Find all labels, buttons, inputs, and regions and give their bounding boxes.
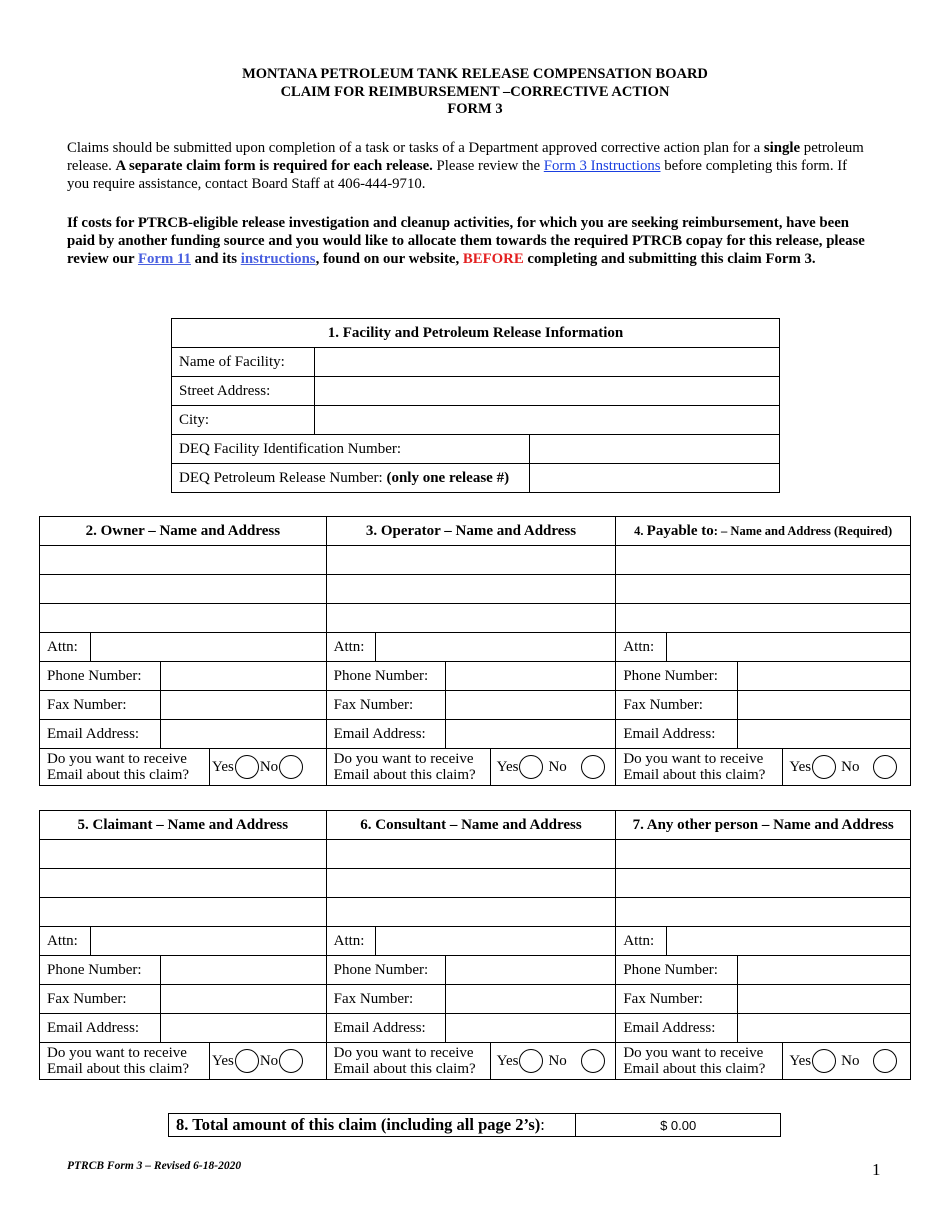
payable-email-row <box>616 720 911 749</box>
yes-label: Yes <box>496 758 519 775</box>
operator-email-consent-row <box>326 749 616 786</box>
consultant-email-consent-row <box>326 1043 616 1080</box>
fax-label: Fax Number: <box>616 985 738 1013</box>
question-line: Do you want to receive <box>623 751 764 767</box>
consultant-phone-input[interactable] <box>445 956 615 984</box>
attn-label: Attn: <box>327 927 376 955</box>
consultant-phone-row <box>326 956 616 985</box>
copay-notice <box>67 214 867 268</box>
operator-fax-row <box>326 691 616 720</box>
payable-header <box>616 517 911 546</box>
consultant-header: 6. Consultant – Name and Address <box>326 811 616 840</box>
no-label: No <box>548 758 567 775</box>
owner-address-line[interactable] <box>40 604 327 633</box>
yes-label: Yes <box>212 1052 234 1069</box>
phone-label: Phone Number: <box>616 956 738 984</box>
owner-fax-row <box>40 691 327 720</box>
other-address-line[interactable] <box>616 898 911 927</box>
consultant-fax-input[interactable] <box>445 985 615 1013</box>
phone-label: Phone Number: <box>327 662 446 690</box>
owner-fax-input[interactable] <box>161 691 326 719</box>
other-fax-row <box>616 985 911 1014</box>
fax-label: Fax Number: <box>327 985 446 1013</box>
question-line: Do you want to receive <box>47 1045 187 1061</box>
consultant-address-line[interactable] <box>326 840 616 869</box>
operator-no-radio[interactable] <box>581 755 605 779</box>
page-number: 1 <box>872 1160 881 1179</box>
consultant-email-input[interactable] <box>445 1014 615 1042</box>
attn-label: Attn: <box>616 633 667 661</box>
no-label: No <box>841 758 860 775</box>
form11-instructions-link[interactable]: instructions <box>240 251 316 267</box>
payable-address-line[interactable] <box>616 604 911 633</box>
payable-num: 4. <box>634 523 647 538</box>
payable-email-input[interactable] <box>738 720 910 748</box>
email-label: Email Address: <box>327 1014 446 1042</box>
operator-address-line[interactable] <box>326 604 616 633</box>
title-line-2: CLAIM FOR REIMBURSEMENT –CORRECTIVE ACTION <box>280 83 670 100</box>
email-label: Email Address: <box>40 720 161 748</box>
operator-phone-row <box>326 662 616 691</box>
intro-text: Claims should be submitted upon completion of a task or tasks of a Department approved corrective action plan for a <box>67 140 764 156</box>
email-label: Email Address: <box>616 720 738 748</box>
facility-table <box>171 318 780 493</box>
question-line: Email about this claim? <box>623 1061 766 1077</box>
payable-phone-row <box>616 662 911 691</box>
consultant-attn-input[interactable] <box>375 927 615 955</box>
payable-phone-input[interactable] <box>738 662 910 690</box>
yes-label: Yes <box>789 758 812 775</box>
payable-fax-input[interactable] <box>738 691 910 719</box>
consultant-email-row <box>326 1014 616 1043</box>
deq-release-number-input[interactable] <box>530 464 780 493</box>
phone-label: Phone Number: <box>616 662 738 690</box>
other-email-row <box>616 1014 911 1043</box>
notice-text: , found on our website, <box>315 251 463 267</box>
consultant-yes-radio[interactable] <box>519 1049 543 1073</box>
other-attn-row <box>616 927 911 956</box>
form11-link[interactable]: Form 11 <box>137 251 191 267</box>
operator-address-line[interactable] <box>326 575 616 604</box>
form-revision-footer: PTRCB Form 3 – Revised 6-18-2020 <box>67 1160 242 1172</box>
claimant-no-radio[interactable] <box>279 1049 303 1073</box>
intro-bold-separate: A separate claim form is required for each release. <box>115 158 433 174</box>
intro-bold-single: single <box>763 140 801 156</box>
street-address-label: Street Address: <box>172 377 315 406</box>
facility-name-label: Name of Facility: <box>172 348 315 377</box>
email-label: Email Address: <box>616 1014 738 1042</box>
payable-address-line[interactable] <box>616 575 911 604</box>
fax-label: Fax Number: <box>327 691 446 719</box>
consultant-address-line[interactable] <box>326 898 616 927</box>
other-yes-radio[interactable] <box>812 1049 836 1073</box>
claimant-phone-input[interactable] <box>161 956 326 984</box>
email-label: Email Address: <box>327 720 446 748</box>
phone-label: Phone Number: <box>40 956 161 984</box>
owner-phone-row <box>40 662 327 691</box>
owner-address-line[interactable] <box>40 575 327 604</box>
payable-yes-radio[interactable] <box>812 755 836 779</box>
owner-email-row <box>40 720 327 749</box>
question-line: Do you want to receive <box>47 751 187 767</box>
email-consent-question <box>327 749 491 785</box>
attn-label: Attn: <box>40 633 91 661</box>
claimant-phone-row <box>40 956 327 985</box>
owner-attn-row <box>40 633 327 662</box>
attn-label: Attn: <box>616 927 667 955</box>
fax-label: Fax Number: <box>40 985 161 1013</box>
release-label-text: DEQ Petroleum Release Number: <box>179 469 387 486</box>
operator-attn-input[interactable] <box>375 633 615 661</box>
operator-attn-row <box>326 633 616 662</box>
no-label: No <box>259 758 279 775</box>
email-consent-question <box>616 1043 783 1079</box>
claimant-consultant-other-table <box>39 810 911 1080</box>
payable-email-consent-row <box>616 749 911 786</box>
email-label: Email Address: <box>40 1014 161 1042</box>
notice-text: completing and submitting this claim Form 3. <box>523 251 816 267</box>
payable-fax-row <box>616 691 911 720</box>
yes-label: Yes <box>496 1052 519 1069</box>
deq-facility-id-input[interactable] <box>530 435 780 464</box>
payable-no-radio[interactable] <box>873 755 897 779</box>
other-address-line[interactable] <box>616 840 911 869</box>
form3-instructions-link[interactable]: Form 3 Instructions <box>543 158 661 174</box>
payable-attn-input[interactable] <box>667 633 910 661</box>
question-line: Do you want to receive <box>333 1045 474 1061</box>
attn-label: Attn: <box>327 633 376 661</box>
city-input[interactable] <box>314 406 779 435</box>
facility-section-title: 1. Facility and Petroleum Release Information <box>172 319 780 348</box>
email-consent-question <box>616 749 783 785</box>
facility-name-input[interactable] <box>314 348 779 377</box>
yes-label: Yes <box>789 1052 812 1069</box>
operator-header: 3. Operator – Name and Address <box>326 517 616 546</box>
other-no-radio[interactable] <box>873 1049 897 1073</box>
phone-label: Phone Number: <box>40 662 161 690</box>
intro-text: Please review the <box>432 158 544 174</box>
claimant-header: 5. Claimant – Name and Address <box>40 811 327 840</box>
other-attn-input[interactable] <box>667 927 910 955</box>
owner-phone-input[interactable] <box>161 662 326 690</box>
fax-label: Fax Number: <box>616 691 738 719</box>
other-person-header: 7. Any other person – Name and Address <box>616 811 911 840</box>
title-line-3: FORM 3 <box>447 101 503 117</box>
owner-yes-radio[interactable] <box>235 755 259 779</box>
fax-label: Fax Number: <box>40 691 161 719</box>
claimant-address-line[interactable] <box>40 869 327 898</box>
operator-email-row <box>326 720 616 749</box>
question-line: Email about this claim? <box>47 767 190 783</box>
no-label: No <box>548 1052 567 1069</box>
owner-email-consent-row <box>40 749 327 786</box>
intro-paragraph <box>67 139 867 193</box>
intro-text: before completing this form. If you require assistance, contact Board Staff at 406-444-9710. <box>67 158 848 192</box>
question-line: Email about this claim? <box>333 1061 476 1077</box>
deq-facility-id-label: DEQ Facility Identification Number: <box>172 435 530 464</box>
email-consent-question <box>40 1043 210 1079</box>
consultant-fax-row <box>326 985 616 1014</box>
no-label: No <box>259 1052 279 1069</box>
owner-operator-payable-table <box>39 516 911 786</box>
claimant-attn-input[interactable] <box>91 927 326 955</box>
operator-address-line[interactable] <box>326 546 616 575</box>
release-label-bold: (only one release #) <box>386 469 510 486</box>
before-warning: BEFORE <box>462 251 524 267</box>
intro-text: petroleum release. <box>67 140 864 174</box>
claimant-fax-row <box>40 985 327 1014</box>
other-fax-input[interactable] <box>738 985 910 1013</box>
claimant-attn-row <box>40 927 327 956</box>
question-line: Email about this claim? <box>333 767 476 783</box>
payable-rest: : – Name and Address (Required) <box>713 523 893 538</box>
claimant-email-row <box>40 1014 327 1043</box>
total-label-text: 8. Total amount of this claim (including all page 2’s) <box>176 1115 541 1134</box>
other-email-consent-row <box>616 1043 911 1080</box>
yes-label: Yes <box>212 758 234 775</box>
other-email-input[interactable] <box>738 1014 910 1042</box>
total-colon: : <box>540 1115 545 1134</box>
operator-yes-radio[interactable] <box>519 755 543 779</box>
claimant-email-consent-row <box>40 1043 327 1080</box>
question-line: Email about this claim? <box>47 1061 190 1077</box>
operator-phone-input[interactable] <box>445 662 615 690</box>
city-label: City: <box>172 406 315 435</box>
claimant-yes-radio[interactable] <box>235 1049 259 1073</box>
phone-label: Phone Number: <box>327 956 446 984</box>
form-title <box>0 66 950 119</box>
attn-label: Attn: <box>40 927 91 955</box>
no-label: No <box>841 1052 860 1069</box>
owner-attn-input[interactable] <box>91 633 326 661</box>
claimant-address-line[interactable] <box>40 898 327 927</box>
total-claim-label <box>169 1114 576 1137</box>
payable-bold: Payable to <box>646 522 714 539</box>
deq-release-number-label <box>172 464 530 493</box>
question-line: Do you want to receive <box>333 751 474 767</box>
operator-fax-input[interactable] <box>445 691 615 719</box>
payable-attn-row <box>616 633 911 662</box>
notice-text: and its <box>190 251 241 267</box>
total-claim-table <box>168 1113 781 1137</box>
consultant-attn-row <box>326 927 616 956</box>
email-consent-question <box>40 749 210 785</box>
claimant-fax-input[interactable] <box>161 985 326 1013</box>
total-amount-field[interactable]: $ 0.00 <box>576 1114 781 1137</box>
owner-email-input[interactable] <box>161 720 326 748</box>
claimant-address-line[interactable] <box>40 840 327 869</box>
street-address-input[interactable] <box>314 377 779 406</box>
notice-text: If costs for PTRCB-eligible release investigation and cleanup activities, for which you are seeking reimbursement, have been paid by another funding source and you would like to allocate them towards the required PTRCB copay for this release, please review our <box>67 215 865 267</box>
question-line: Do you want to receive <box>623 1045 764 1061</box>
question-line: Email about this claim? <box>623 767 766 783</box>
owner-no-radio[interactable] <box>279 755 303 779</box>
email-consent-question <box>327 1043 491 1079</box>
operator-email-input[interactable] <box>445 720 615 748</box>
other-phone-row <box>616 956 911 985</box>
owner-address-line[interactable] <box>40 546 327 575</box>
payable-address-line[interactable] <box>616 546 911 575</box>
owner-header: 2. Owner – Name and Address <box>40 517 327 546</box>
other-phone-input[interactable] <box>738 956 910 984</box>
claimant-email-input[interactable] <box>161 1014 326 1042</box>
consultant-no-radio[interactable] <box>581 1049 605 1073</box>
title-line-1: MONTANA PETROLEUM TANK RELEASE COMPENSATION BOARD <box>242 66 708 82</box>
other-address-line[interactable] <box>616 869 911 898</box>
consultant-address-line[interactable] <box>326 869 616 898</box>
